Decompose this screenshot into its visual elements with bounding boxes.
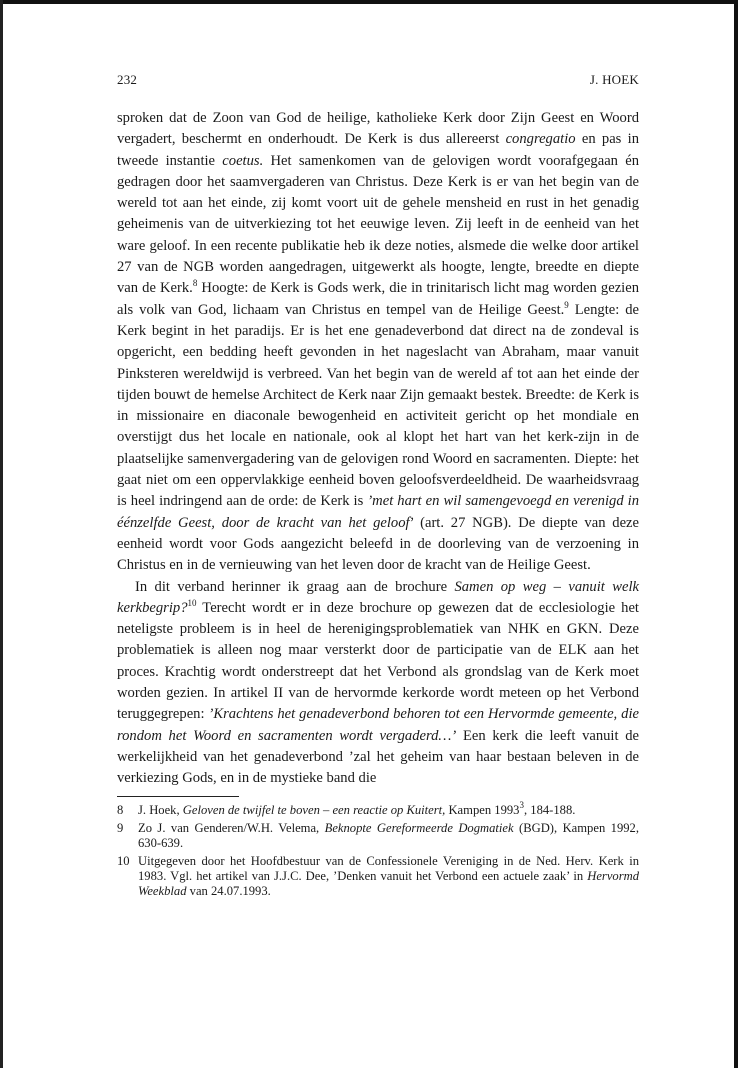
page-number: 232 [117, 72, 138, 87]
footnote-9 [117, 821, 639, 851]
book-page [117, 62, 639, 902]
footnote-ref-9[interactable]: 9 [564, 299, 569, 310]
footnote-number: 10 [117, 853, 130, 868]
footnote-divider [117, 796, 239, 797]
scan-border-top [0, 0, 738, 4]
running-head [117, 72, 639, 88]
paragraph-2: In dit verband herinner ik graag aan de brochure Samen op weg – vanuit welk kerkbegrip?$^{10}$ Terecht wordt er in deze brochure op gewezen dat de ecclesiologie het neteligste probleem is in heel de herenigingsproblematiek van NHK en GKN. Deze problematiek is alleen nog maar versterkt door de participatie van de ELK aan het proces. Krachtig wordt onderstreept dat het Verbond als grondslag van de Kerk moet worden gezien. In artikel II van de hervormde kerkorde wordt meteen op het Verbond teruggegrepen: ’Krachtens het genadeverbond behoren tot een Hervormde gemeente, die rondom het Woord en sacramenten wordt vergaderd…’ Een kerk die leeft vanuit de werkelijkheid van het genadeverbond ’zal het geheim van haar bestaan beleven in de verkiezing Gods, en in de mystieke band die [117, 578, 640, 787]
footnote-number: 9 [117, 820, 124, 835]
footnote-text: Uitgegeven door het Hoofdbestuur van de Confessionele Vereniging in de Ned. Herv. Kerk in 1983. Vgl. het artikel van J.J.C. Dee, ’Denken vanuit het Verbond een actuele zaak’ in Hervormd Weekblad van 24.07.1993. [138, 853, 639, 898]
scan-border-right [734, 0, 738, 1068]
footnote-text: Zo J. van Genderen/W.H. Velema, Beknopte Gereformeerde Dogmatiek (BGD), Kampen 1992, 630-639. [138, 820, 640, 850]
footnote-10 [117, 854, 639, 899]
scan-border-left [0, 0, 3, 1068]
body-text [117, 108, 639, 790]
footnote-8 [117, 799, 639, 818]
paragraph-1: sproken dat de Zoon van God de heilige, katholieke Kerk door Zijn Geest en Woord vergadert, beschermt en onderhoudt. De Kerk is dus allereerst congregatio en pas in tweede instantie coetus. Het samenkomen van de gelovigen wordt voorafgegaan én gedragen door het saamvergaderen van Christus. Deze Kerk is er van het begin van de wereld tot aan het einde, zij komt voort uit de gehele mensheid en rust in het genadig geheimenis van de uitverkiezing tot het eeuwige leven. Zij leeft in de eenheid van het ware geloof. In een recente publikatie heb ik deze noties, alsmede die welke door artikel 27 van de NGB worden aangedragen, uitgewerkt als hoogte, lengte, breedte en diepte van de Kerk.$^8$ Hoogte: de Kerk is Gods werk, die in trinitarisch licht mag worden gezien als volk van God, lichaam van Christus en tempel van de Heilige Geest.$^9$ Lengte: de Kerk begint in het paradijs. Er is het ene genadeverbond dat direct na de zondeval is opgericht, een bedding heeft gevonden in het nageslacht van Abraham, maar vanuit Pinksteren wereldwijd is verbreed. Van het begin van de wereld af tot aan het einde der tijden bouwt de hemelse Architect de Kerk naar Zijn gemaakt bestek. Breedte: de Kerk is in missionaire en diaconale bewogenheid en activiteit gericht op het mondiale en overstijgt dus het locale en nationale, ook al klopt het hart van het kerk-zijn in de plaatselijke samenvergadering van de gelovigen rond Woord en sacramenten. Diepte: het gaat niet om een oppervlakkige eenheid boven geloofsverdeeldheid. De waarheidsvraag is heel indringend aan de orde: de Kerk is ’met hart en wil samengevoegd en verenigd in éénzelfde Geest, door de kracht van het geloof’ (art. 27 NGB). De diepte van deze eenheid wordt voor Gods aangezicht beleefd in de doorleving van de verzoening in Christus en in de vernieuwing van het leven door de kracht van de Heilige Geest. [117, 110, 640, 574]
footnotes [117, 799, 640, 899]
footnote-ref-10[interactable]: 10 [187, 597, 197, 608]
footnote-number: 8 [117, 802, 124, 817]
footnote-text: J. Hoek, Geloven de twijfel te boven – een reactie op Kuitert, Kampen 1993$^3$, 184-188. [138, 799, 576, 817]
footnote-ref-8[interactable]: 8 [192, 278, 198, 289]
running-head-author: J. HOEK [589, 72, 639, 87]
